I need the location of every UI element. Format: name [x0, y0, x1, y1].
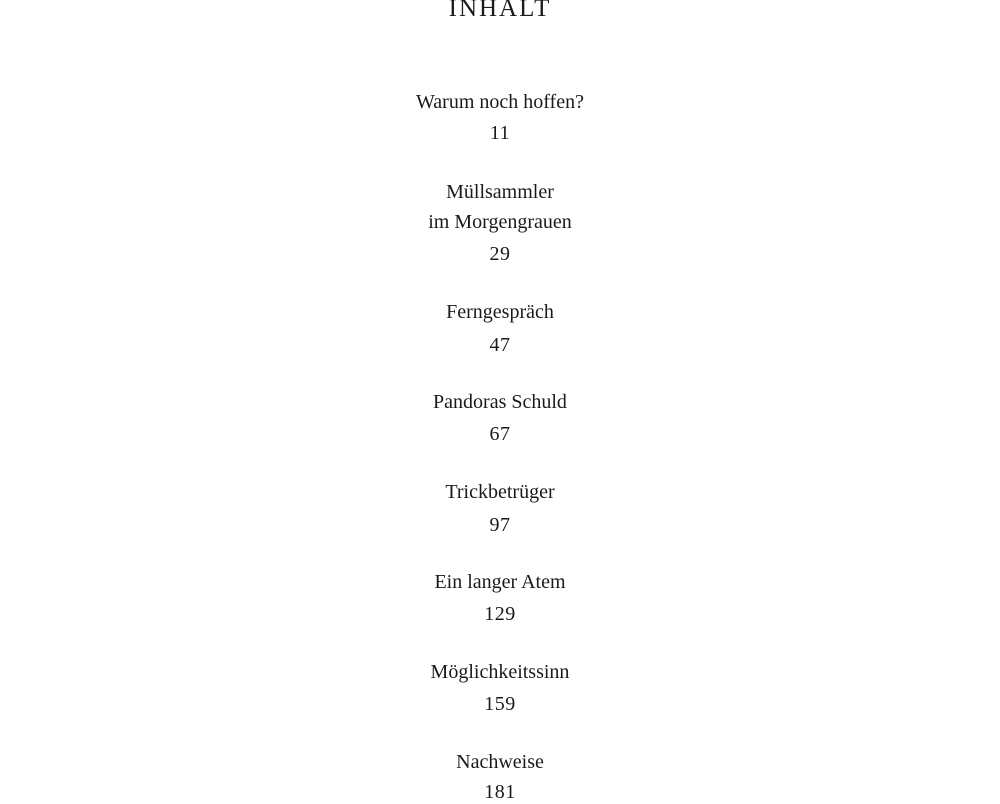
- toc-entry-page: 47: [489, 334, 511, 356]
- toc-entry-title-continued: im Morgengrauen: [428, 211, 572, 233]
- toc-entry-title: Ferngespräch: [446, 301, 554, 323]
- toc-entry-page: 29: [489, 243, 511, 265]
- toc-entry-title: Nachweise: [456, 751, 544, 773]
- toc-entry-title: Trickbetrüger: [445, 481, 555, 503]
- toc-entry-title: Warum noch hoffen?: [416, 91, 584, 113]
- toc-entry-page: 97: [489, 514, 511, 536]
- toc-entry-page: 11: [489, 122, 511, 144]
- toc-heading: INHALT: [448, 0, 552, 22]
- toc-entry-page: 129: [484, 603, 516, 625]
- toc-entry-title: Müllsammler: [446, 181, 554, 203]
- toc-entry-page: 67: [489, 423, 511, 445]
- toc-entry-title: Pandoras Schuld: [433, 391, 567, 413]
- toc-entry-page: 159: [484, 693, 516, 715]
- toc-entry-title: Ein langer Atem: [434, 571, 566, 593]
- toc-entry-title: Möglichkeitssinn: [430, 661, 570, 683]
- toc-entry-page: 181: [484, 781, 516, 803]
